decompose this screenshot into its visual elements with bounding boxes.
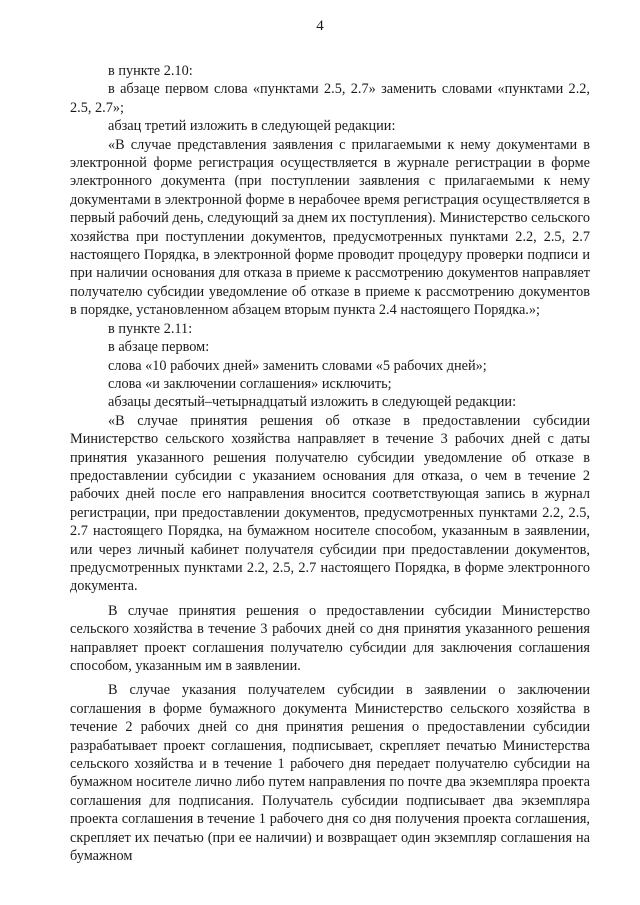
- paragraph: в пункте 2.11:: [108, 320, 193, 337]
- paragraph: «В случае принятия решения об отказе в предоставлении субсидии Министерство сельского хозяйства направляет в течение 3 рабочих дней с даты принятия указанного решения получателю субсидии уведомление об отказе в предоставлении субсидии с указанием основания для отказа, о чем в течение 2 рабочих дней после его направления вносится соответствующая запись в журнал регистрации, при предоставлении документов, предусмотренных пунктами 2.2, 2.5, 2.7 настоящего Порядка, на бумажном носителе способом, указанным в заявлении, или через личный кабинет получателя субсидии при предоставлении документов, предусмотренных пунктами 2.2, 2.5, 2.7 настоящего Порядка, в форме электронного документа.: [70, 412, 590, 595]
- paragraph: абзацы десятый–четырнадцатый изложить в следующей редакции:: [108, 394, 517, 411]
- paragraph: в абзаце первом:: [108, 339, 210, 356]
- paragraph: «В случае представления заявления с прилагаемыми к нему документами в электронной форме регистрация осуществляется в журнале регистрации в форме электронного документа (при поступлении заявления с прилагаемыми к нему документами в электронной форме в нерабочее время регистрация осуществляется в первый рабочий день, следующий за днем их поступления). Министерство сельского хозяйства при поступлении документов, предусмотренных пунктами 2.2, 2.5, 2.7 настоящего Порядка, в электронной форме проводит процедуру проверки подписи и при наличии основания для отказа в приеме к рассмотрению документов направляет получателю субсидии уведомление об отказе в приеме к рассмотрению документов в порядке, установленном абзацем вторым пункта 2.4 настоящего Порядка.»;: [70, 136, 590, 319]
- page-number: 4: [316, 18, 324, 34]
- paragraph: В случае указания получателем субсидии в заявлении о заключении соглашения в форме бумажного документа Министерство сельского хозяйства в течение 2 рабочих дней со дня принятия решения о предоставлении субсидии разрабатывает проект соглашения, подписывает, скрепляет печатью Министерства сельского хозяйства и в течение 1 рабочего дня передает получателю субсидии на бумажном носителе лично либо путем направления по почте два экземпляра проекта соглашения для подписания. Получатель субсидии подписывает два экземпляра проекта соглашения в течение 1 рабочего дня со дня получения проекта соглашения, скрепляет их печатью (при ее наличии) и возвращает один экземпляр соглашения на бумажном: [70, 682, 590, 865]
- paragraph: в пункте 2.10:: [108, 63, 193, 79]
- paragraph: абзац третий изложить в следующей редакции:: [108, 118, 396, 135]
- paragraph: слова «10 рабочих дней» заменить словами «5 рабочих дней»;: [108, 357, 487, 374]
- document-body: [70, 62, 590, 865]
- paragraph: слова «и заключении соглашения» исключить;: [108, 375, 392, 392]
- paragraph: в абзаце первом слова «пунктами 2.5, 2.7» заменить словами «пунктами 2.2, 2.5, 2.7»;: [70, 81, 590, 116]
- paragraph: В случае принятия решения о предоставлении субсидии Министерство сельского хозяйства в течение 3 рабочих дней со дня принятия указанного решения направляет проект соглашения получателю субсидии для заключения соглашения способом, указанным им в заявлении.: [70, 602, 590, 674]
